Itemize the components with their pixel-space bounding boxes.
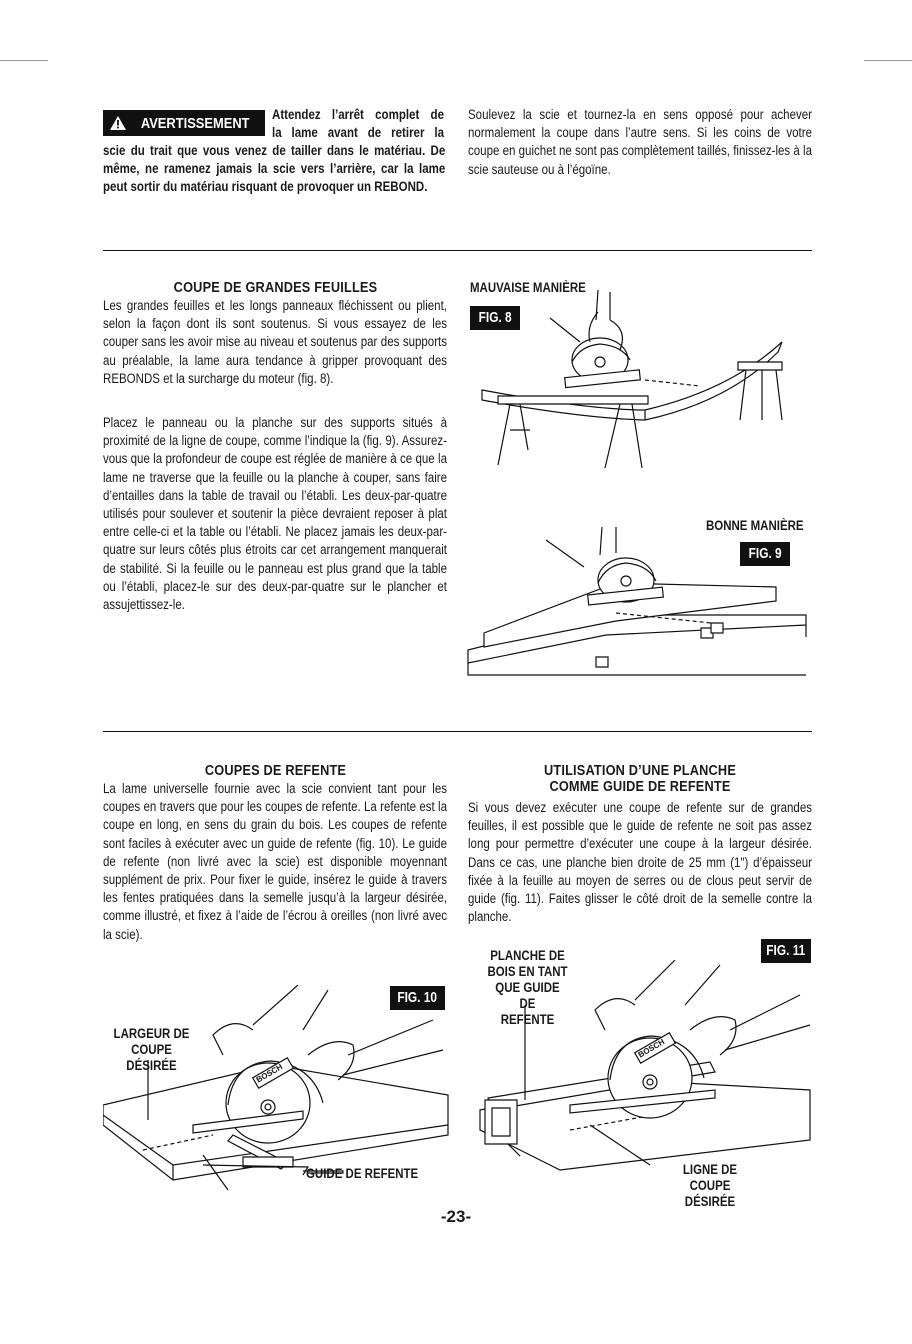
fig10-width-caption: LARGEUR DE COUPE DÉSIRÉE bbox=[113, 1026, 190, 1073]
fig11-board-caption: PLANCHE DE BOIS EN TANT QUE GUIDE DE REFENTE bbox=[487, 948, 568, 1027]
rip-heading: COUPES DE REFENTE bbox=[204, 763, 347, 779]
fig9-saw bbox=[588, 558, 664, 605]
section-divider-1 bbox=[103, 250, 812, 251]
fig8-caption: MAUVAISE MANIÈRE bbox=[470, 280, 586, 295]
fig10-label: FIG. 10 bbox=[390, 986, 445, 1010]
fig9-support-1 bbox=[596, 657, 608, 667]
fig10-brand: BOSCH bbox=[254, 1062, 285, 1085]
page-number: -23- bbox=[440, 1207, 472, 1226]
fig10-guide-caption: GUIDE DE REFENTE bbox=[306, 1166, 419, 1181]
warning-triangle-icon bbox=[110, 116, 126, 130]
fig8-right-sawhorse-top bbox=[738, 362, 782, 370]
warning-line-1: Attendez l’arrêt complet de bbox=[272, 107, 444, 122]
warning-text: scie du trait que vous venez de tailler dans le matériau. De même, ne ramenez jamais la scie vers l’arrière, car la lame peut sortir du matériau risquant de provoquer un REBOND. bbox=[103, 143, 446, 195]
sheets-paragraph-2: Placez le panneau ou la planche sur des supports situés à proximité de la ligne de coupe, comme l’indique la (fig. 9). Assurez-vous que la profondeur de coupe est réglée de manière à ce que la lame ne traverse que la feuille ou la planche à couper, sans faire d’entailles dans la table de travail ou l’établi. Les deux-par-quatre utilisés pour soulever et soutenir la pièce devraient reposer à plat entre celle-ci et la table ou l’établi. Ne placez jamais les deux-par-quatre sur leurs côtés plus étroits car cet arrangement manquerait de stabilité. Si la feuille ou le panneau est plus grand que la table ou l’établi, placez-le sur des deux-par-quatre sur le plancher et assujettissez-le. bbox=[103, 415, 447, 613]
fig9-caption: BONNE MANIÈRE bbox=[706, 518, 804, 533]
fig11-line-caption: LIGNE DE COUPE DÉSIRÉE bbox=[682, 1162, 738, 1209]
crop-mark-right bbox=[864, 60, 912, 61]
intro-right-text: Soulevez la scie et tournez-la en sens opposé pour achever normalement la coupe dans l’autre sens. Si les coins de votre coupe en guichet ne sont pas complètement taillés, finissez-les à la scie sauteuse ou à l’égoïne. bbox=[468, 107, 812, 177]
fig8-illustration bbox=[470, 290, 810, 475]
sheets-heading: COUPE DE GRANDES FEUILLES bbox=[173, 280, 378, 296]
section-divider-2 bbox=[103, 731, 812, 732]
fig11-brand: BOSCH bbox=[636, 1037, 667, 1060]
fig8-label: FIG. 8 bbox=[470, 306, 520, 330]
rip-paragraph: La lame universelle fournie avec la scie convient tant pour les coupes en travers que pour les coupes de refente. La refente est la coupe en long, en sens du grain du bois. Les coupes de refente sont faciles à exécuter avec un guide de refente (fig. 10). Le guide de refente (non livré avec la scie) est disponible moyennant supplément de prix. Pour fixer le guide, insérez le guide à travers les fentes pratiquées dans la semelle jusqu’à la largeur désirée, comme illustré, et fixez à l’aide de l’écrou à oreilles (non livré avec la scie). bbox=[103, 781, 447, 942]
fig11-label: FIG. 11 bbox=[761, 939, 811, 963]
board-heading-2: COMME GUIDE DE REFENTE bbox=[549, 779, 731, 795]
warning-line-2: la lame avant de retirer la bbox=[272, 125, 444, 140]
fig9-illustration bbox=[466, 525, 811, 680]
fig8-left-sawhorse-top bbox=[498, 396, 648, 404]
fig9-label: FIG. 9 bbox=[740, 542, 790, 566]
fig8-saw bbox=[565, 312, 641, 388]
crop-mark-left bbox=[0, 60, 48, 61]
board-heading-1: UTILISATION D’UNE PLANCHE bbox=[543, 763, 737, 779]
board-paragraph: Si vous devez exécuter une coupe de refente sur de grandes feuilles, il est possible que le guide de refente ne soit pas assez long pour permettre d’exécuter une coupe à la largeur désirée. Dans ce cas, une planche bien droite de 25 mm (1") d’épaisseur fixée à la feuille au moyen de serres ou de clous peut servir de guide (fig. 11). Faites glisser le côté droit de la semelle contre la planche. bbox=[468, 800, 812, 925]
warning-badge-label: AVERTISSEMENT bbox=[140, 114, 250, 132]
fig11-illustration bbox=[470, 960, 815, 1175]
fig10-illustration bbox=[103, 985, 453, 1195]
sheets-paragraph-1: Les grandes feuilles et les longs panneaux fléchissent ou plient, selon la façon dont ils sont soutenus. Si vous essayez de les couper sans les avoir mise au niveau et soutenus par des supports au préalable, la lame aura tendance à gripper provoquant des REBONDS et la surcharge du moteur (fig. 8). bbox=[103, 298, 447, 386]
warning-badge bbox=[103, 110, 265, 136]
